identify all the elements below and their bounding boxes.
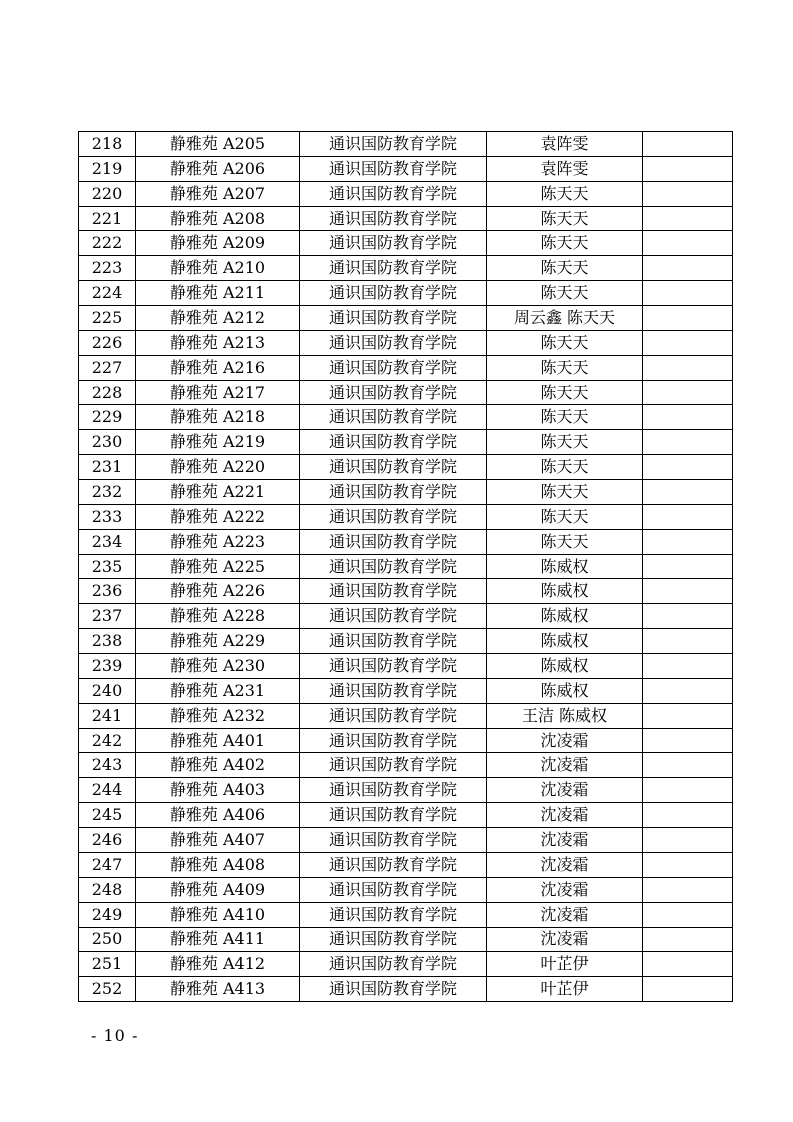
room-cell: 静雅苑 A407: [136, 828, 300, 853]
table-row: [79, 654, 733, 679]
room-cell: 静雅苑 A210: [136, 256, 300, 281]
person-in-charge-cell: 陈威权: [487, 579, 643, 604]
row-number-cell: 245: [79, 803, 136, 828]
row-number-cell: 232: [79, 480, 136, 505]
room-cell: 静雅苑 A223: [136, 529, 300, 554]
person-in-charge-cell: 陈天天: [487, 430, 643, 455]
table-row: [79, 529, 733, 554]
row-number-cell: 249: [79, 902, 136, 927]
row-number-cell: 222: [79, 231, 136, 256]
college-cell: 通识国防教育学院: [300, 852, 487, 877]
person-in-charge-cell: 陈天天: [487, 281, 643, 306]
college-cell: 通识国防教育学院: [300, 654, 487, 679]
room-cell: 静雅苑 A211: [136, 281, 300, 306]
note-cell: [643, 529, 733, 554]
table-row: [79, 504, 733, 529]
table-row: [79, 455, 733, 480]
note-cell: [643, 306, 733, 331]
row-number-cell: 231: [79, 455, 136, 480]
college-cell: 通识国防教育学院: [300, 529, 487, 554]
table-row: [79, 330, 733, 355]
room-cell: 静雅苑 A225: [136, 554, 300, 579]
table-row: [79, 380, 733, 405]
row-number-cell: 236: [79, 579, 136, 604]
person-in-charge-cell: 陈天天: [487, 355, 643, 380]
college-cell: 通识国防教育学院: [300, 604, 487, 629]
college-cell: 通识国防教育学院: [300, 405, 487, 430]
note-cell: [643, 927, 733, 952]
room-cell: 静雅苑 A219: [136, 430, 300, 455]
college-cell: 通识国防教育学院: [300, 728, 487, 753]
college-cell: 通识国防教育学院: [300, 231, 487, 256]
person-in-charge-cell: 陈天天: [487, 256, 643, 281]
row-number-cell: 225: [79, 306, 136, 331]
person-in-charge-cell: 周云鑫 陈天天: [487, 306, 643, 331]
college-cell: 通识国防教育学院: [300, 132, 487, 157]
row-number-cell: 230: [79, 430, 136, 455]
table-row: [79, 181, 733, 206]
room-cell: 静雅苑 A221: [136, 480, 300, 505]
note-cell: [643, 952, 733, 977]
person-in-charge-cell: 陈天天: [487, 330, 643, 355]
dormitory-assignment-table: [78, 131, 733, 1002]
row-number-cell: 240: [79, 678, 136, 703]
college-cell: 通识国防教育学院: [300, 256, 487, 281]
table-row: [79, 206, 733, 231]
person-in-charge-cell: 袁阵雯: [487, 156, 643, 181]
college-cell: 通识国防教育学院: [300, 330, 487, 355]
person-in-charge-cell: 沈凌霜: [487, 902, 643, 927]
note-cell: [643, 728, 733, 753]
college-cell: 通识国防教育学院: [300, 306, 487, 331]
person-in-charge-cell: 陈天天: [487, 504, 643, 529]
note-cell: [643, 480, 733, 505]
person-in-charge-cell: 陈天天: [487, 405, 643, 430]
person-in-charge-cell: 陈天天: [487, 455, 643, 480]
room-cell: 静雅苑 A406: [136, 803, 300, 828]
row-number-cell: 226: [79, 330, 136, 355]
table-row: [79, 877, 733, 902]
college-cell: 通识国防教育学院: [300, 703, 487, 728]
room-cell: 静雅苑 A209: [136, 231, 300, 256]
dormitory-table-wrapper: [78, 131, 732, 1002]
room-cell: 静雅苑 A212: [136, 306, 300, 331]
row-number-cell: 235: [79, 554, 136, 579]
row-number-cell: 251: [79, 952, 136, 977]
college-cell: 通识国防教育学院: [300, 753, 487, 778]
room-cell: 静雅苑 A230: [136, 654, 300, 679]
table-row: [79, 678, 733, 703]
college-cell: 通识国防教育学院: [300, 455, 487, 480]
college-cell: 通识国防教育学院: [300, 504, 487, 529]
row-number-cell: 246: [79, 828, 136, 853]
note-cell: [643, 206, 733, 231]
person-in-charge-cell: 陈天天: [487, 206, 643, 231]
note-cell: [643, 281, 733, 306]
college-cell: 通识国防教育学院: [300, 629, 487, 654]
row-number-cell: 239: [79, 654, 136, 679]
note-cell: [643, 803, 733, 828]
row-number-cell: 220: [79, 181, 136, 206]
room-cell: 静雅苑 A403: [136, 778, 300, 803]
table-row: [79, 306, 733, 331]
person-in-charge-cell: 叶芷伊: [487, 952, 643, 977]
room-cell: 静雅苑 A409: [136, 877, 300, 902]
room-cell: 静雅苑 A408: [136, 852, 300, 877]
row-number-cell: 247: [79, 852, 136, 877]
table-row: [79, 256, 733, 281]
room-cell: 静雅苑 A217: [136, 380, 300, 405]
room-cell: 静雅苑 A218: [136, 405, 300, 430]
person-in-charge-cell: 沈凌霜: [487, 753, 643, 778]
room-cell: 静雅苑 A226: [136, 579, 300, 604]
person-in-charge-cell: 陈天天: [487, 181, 643, 206]
person-in-charge-cell: 陈威权: [487, 629, 643, 654]
table-row: [79, 604, 733, 629]
row-number-cell: 252: [79, 977, 136, 1002]
note-cell: [643, 678, 733, 703]
college-cell: 通识国防教育学院: [300, 355, 487, 380]
note-cell: [643, 156, 733, 181]
room-cell: 静雅苑 A220: [136, 455, 300, 480]
note-cell: [643, 654, 733, 679]
person-in-charge-cell: 沈凌霜: [487, 877, 643, 902]
room-cell: 静雅苑 A229: [136, 629, 300, 654]
college-cell: 通识国防教育学院: [300, 579, 487, 604]
college-cell: 通识国防教育学院: [300, 678, 487, 703]
person-in-charge-cell: 陈威权: [487, 654, 643, 679]
row-number-cell: 224: [79, 281, 136, 306]
table-body: [79, 132, 733, 1002]
table-row: [79, 430, 733, 455]
person-in-charge-cell: 王洁 陈威权: [487, 703, 643, 728]
room-cell: 静雅苑 A228: [136, 604, 300, 629]
note-cell: [643, 132, 733, 157]
college-cell: 通识国防教育学院: [300, 778, 487, 803]
college-cell: 通识国防教育学院: [300, 430, 487, 455]
room-cell: 静雅苑 A216: [136, 355, 300, 380]
note-cell: [643, 902, 733, 927]
note-cell: [643, 504, 733, 529]
person-in-charge-cell: 陈威权: [487, 678, 643, 703]
row-number-cell: 241: [79, 703, 136, 728]
note-cell: [643, 380, 733, 405]
row-number-cell: 234: [79, 529, 136, 554]
note-cell: [643, 256, 733, 281]
note-cell: [643, 181, 733, 206]
row-number-cell: 229: [79, 405, 136, 430]
room-cell: 静雅苑 A208: [136, 206, 300, 231]
room-cell: 静雅苑 A411: [136, 927, 300, 952]
table-row: [79, 629, 733, 654]
row-number-cell: 250: [79, 927, 136, 952]
college-cell: 通识国防教育学院: [300, 877, 487, 902]
college-cell: 通识国防教育学院: [300, 803, 487, 828]
college-cell: 通识国防教育学院: [300, 902, 487, 927]
note-cell: [643, 355, 733, 380]
note-cell: [643, 778, 733, 803]
table-row: [79, 554, 733, 579]
room-cell: 静雅苑 A206: [136, 156, 300, 181]
row-number-cell: 237: [79, 604, 136, 629]
row-number-cell: 243: [79, 753, 136, 778]
person-in-charge-cell: 陈天天: [487, 529, 643, 554]
person-in-charge-cell: 陈威权: [487, 554, 643, 579]
row-number-cell: 248: [79, 877, 136, 902]
table-row: [79, 852, 733, 877]
table-row: [79, 281, 733, 306]
room-cell: 静雅苑 A402: [136, 753, 300, 778]
note-cell: [643, 828, 733, 853]
college-cell: 通识国防教育学院: [300, 927, 487, 952]
note-cell: [643, 977, 733, 1002]
table-row: [79, 728, 733, 753]
table-row: [79, 803, 733, 828]
person-in-charge-cell: 陈威权: [487, 604, 643, 629]
table-row: [79, 405, 733, 430]
table-row: [79, 156, 733, 181]
person-in-charge-cell: 陈天天: [487, 231, 643, 256]
room-cell: 静雅苑 A413: [136, 977, 300, 1002]
note-cell: [643, 430, 733, 455]
room-cell: 静雅苑 A401: [136, 728, 300, 753]
note-cell: [643, 703, 733, 728]
table-row: [79, 977, 733, 1002]
note-cell: [643, 405, 733, 430]
row-number-cell: 244: [79, 778, 136, 803]
table-row: [79, 902, 733, 927]
person-in-charge-cell: 沈凌霜: [487, 828, 643, 853]
row-number-cell: 238: [79, 629, 136, 654]
table-row: [79, 480, 733, 505]
table-row: [79, 703, 733, 728]
note-cell: [643, 455, 733, 480]
table-row: [79, 778, 733, 803]
college-cell: 通识国防教育学院: [300, 977, 487, 1002]
college-cell: 通识国防教育学院: [300, 281, 487, 306]
note-cell: [643, 877, 733, 902]
row-number-cell: 242: [79, 728, 136, 753]
college-cell: 通识国防教育学院: [300, 206, 487, 231]
person-in-charge-cell: 陈天天: [487, 380, 643, 405]
table-row: [79, 828, 733, 853]
row-number-cell: 233: [79, 504, 136, 529]
person-in-charge-cell: 袁阵雯: [487, 132, 643, 157]
person-in-charge-cell: 沈凌霜: [487, 803, 643, 828]
room-cell: 静雅苑 A205: [136, 132, 300, 157]
person-in-charge-cell: 叶芷伊: [487, 977, 643, 1002]
page-number: - 10 -: [91, 1026, 139, 1045]
note-cell: [643, 852, 733, 877]
college-cell: 通识国防教育学院: [300, 181, 487, 206]
person-in-charge-cell: 沈凌霜: [487, 778, 643, 803]
college-cell: 通识国防教育学院: [300, 480, 487, 505]
table-row: [79, 927, 733, 952]
row-number-cell: 227: [79, 355, 136, 380]
note-cell: [643, 753, 733, 778]
person-in-charge-cell: 沈凌霜: [487, 852, 643, 877]
room-cell: 静雅苑 A232: [136, 703, 300, 728]
college-cell: 通识国防教育学院: [300, 156, 487, 181]
table-row: [79, 231, 733, 256]
row-number-cell: 219: [79, 156, 136, 181]
room-cell: 静雅苑 A412: [136, 952, 300, 977]
room-cell: 静雅苑 A222: [136, 504, 300, 529]
person-in-charge-cell: 沈凌霜: [487, 927, 643, 952]
table-row: [79, 355, 733, 380]
table-row: [79, 952, 733, 977]
table-row: [79, 579, 733, 604]
college-cell: 通识国防教育学院: [300, 554, 487, 579]
note-cell: [643, 629, 733, 654]
row-number-cell: 228: [79, 380, 136, 405]
person-in-charge-cell: 陈天天: [487, 480, 643, 505]
college-cell: 通识国防教育学院: [300, 380, 487, 405]
table-row: [79, 132, 733, 157]
table-row: [79, 753, 733, 778]
room-cell: 静雅苑 A410: [136, 902, 300, 927]
row-number-cell: 218: [79, 132, 136, 157]
note-cell: [643, 604, 733, 629]
note-cell: [643, 554, 733, 579]
room-cell: 静雅苑 A231: [136, 678, 300, 703]
room-cell: 静雅苑 A207: [136, 181, 300, 206]
note-cell: [643, 579, 733, 604]
row-number-cell: 221: [79, 206, 136, 231]
person-in-charge-cell: 沈凌霜: [487, 728, 643, 753]
row-number-cell: 223: [79, 256, 136, 281]
college-cell: 通识国防教育学院: [300, 952, 487, 977]
college-cell: 通识国防教育学院: [300, 828, 487, 853]
room-cell: 静雅苑 A213: [136, 330, 300, 355]
note-cell: [643, 330, 733, 355]
note-cell: [643, 231, 733, 256]
